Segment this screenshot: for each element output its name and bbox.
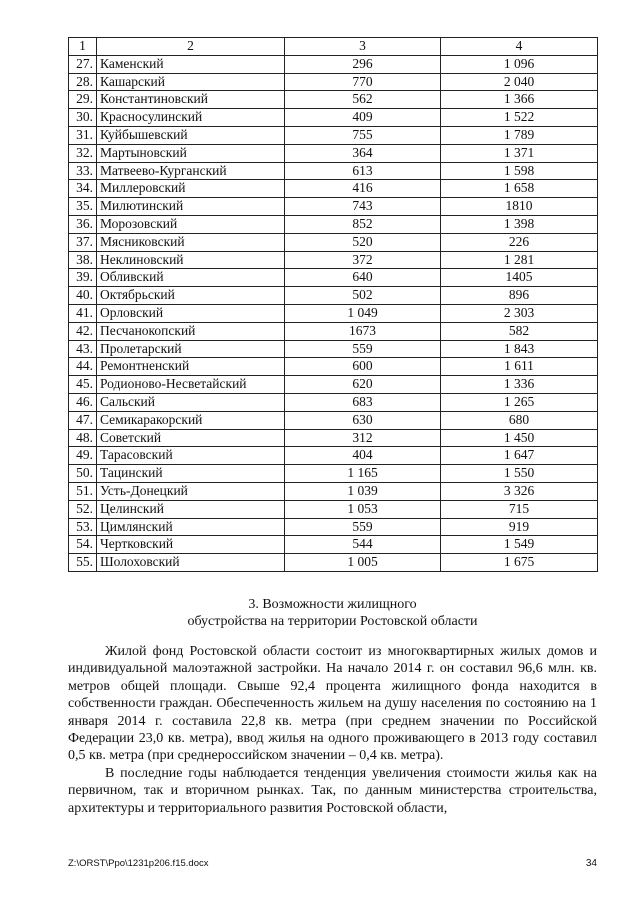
value-col3-cell: 770 — [285, 73, 441, 91]
row-number-cell: 37. — [69, 233, 97, 251]
row-number-cell: 53. — [69, 518, 97, 536]
row-number-cell: 39. — [69, 269, 97, 287]
row-number-cell: 41. — [69, 304, 97, 322]
value-col3-cell: 312 — [285, 429, 441, 447]
value-col3-cell: 409 — [285, 109, 441, 127]
district-name-cell: Целинский — [97, 500, 285, 518]
district-name-cell: Семикаракорский — [97, 411, 285, 429]
table-row — [69, 304, 598, 322]
row-number-cell: 36. — [69, 215, 97, 233]
value-col3-cell: 372 — [285, 251, 441, 269]
district-name-cell: Ремонтненский — [97, 358, 285, 376]
table-row — [69, 340, 598, 358]
table-row — [69, 447, 598, 465]
table-row — [69, 518, 598, 536]
table-row — [69, 322, 598, 340]
table-body — [69, 38, 598, 572]
value-col3-cell: 416 — [285, 180, 441, 198]
district-name-cell: Миллеровский — [97, 180, 285, 198]
header-cell-2: 2 — [97, 38, 285, 56]
row-number-cell: 28. — [69, 73, 97, 91]
value-col4-cell: 1 366 — [441, 91, 598, 109]
district-name-cell: Тацинский — [97, 465, 285, 483]
header-cell-4: 4 — [441, 38, 598, 56]
row-number-cell: 32. — [69, 144, 97, 162]
value-col4-cell: 1 598 — [441, 162, 598, 180]
section-title-line-1: 3. Возможности жилищного — [248, 597, 417, 612]
district-name-cell: Мартыновский — [97, 144, 285, 162]
table-row — [69, 554, 598, 572]
value-col3-cell: 1 049 — [285, 304, 441, 322]
table-row — [69, 198, 598, 216]
district-name-cell: Чертковский — [97, 536, 285, 554]
value-col4-cell: 1 843 — [441, 340, 598, 358]
value-col4-cell: 1 522 — [441, 109, 598, 127]
value-col4-cell: 680 — [441, 411, 598, 429]
value-col3-cell: 559 — [285, 518, 441, 536]
value-col4-cell: 1 450 — [441, 429, 598, 447]
paragraph: Жилой фонд Ростовской области состоит из многоквартирных жилых домов и индивидуальной малоэтажной застройки. На начало 2014 г. он составил 96,6 млн. кв. метров общей площади. Свыше 92,4 процента жилищного фонда находится в собственности граждан. Обеспеченность жильем на душу населения по состоянию на 1 января 2014 г. составила 22,8 кв. метра (при среднем значении по Российской Федерации 23,0 кв. метра), ввод жилья на одного проживающего в 2013 году составил 0,5 кв. метра (при среднероссийском значении – 0,4 кв. метра). — [68, 644, 597, 764]
district-name-cell: Сальский — [97, 393, 285, 411]
district-name-cell: Милютинский — [97, 198, 285, 216]
table-row — [69, 162, 598, 180]
table-row — [69, 287, 598, 305]
value-col3-cell: 683 — [285, 393, 441, 411]
value-col4-cell: 3 326 — [441, 482, 598, 500]
header-cell-3: 3 — [285, 38, 441, 56]
table-row — [69, 91, 598, 109]
district-name-cell: Цимлянский — [97, 518, 285, 536]
district-name-cell: Шолоховский — [97, 554, 285, 572]
row-number-cell: 33. — [69, 162, 97, 180]
value-col3-cell: 852 — [285, 215, 441, 233]
row-number-cell: 38. — [69, 251, 97, 269]
value-col4-cell: 896 — [441, 287, 598, 305]
value-col3-cell: 1 165 — [285, 465, 441, 483]
value-col3-cell: 640 — [285, 269, 441, 287]
table-row — [69, 126, 598, 144]
header-cell-1: 1 — [69, 38, 97, 56]
table-row — [69, 500, 598, 518]
table-row — [69, 109, 598, 127]
value-col3-cell: 502 — [285, 287, 441, 305]
row-number-cell: 54. — [69, 536, 97, 554]
value-col4-cell: 2 303 — [441, 304, 598, 322]
value-col4-cell: 226 — [441, 233, 598, 251]
body-text — [68, 643, 597, 817]
value-col4-cell: 1810 — [441, 198, 598, 216]
value-col4-cell: 2 040 — [441, 73, 598, 91]
table-row — [69, 55, 598, 73]
district-name-cell: Тарасовский — [97, 447, 285, 465]
table-row — [69, 465, 598, 483]
district-name-cell: Морозовский — [97, 215, 285, 233]
row-number-cell: 45. — [69, 376, 97, 394]
section-title-line-2: обустройства на территории Ростовской области — [187, 614, 478, 629]
value-col3-cell: 404 — [285, 447, 441, 465]
value-col4-cell: 1 647 — [441, 447, 598, 465]
district-name-cell: Обливский — [97, 269, 285, 287]
row-number-cell: 42. — [69, 322, 97, 340]
value-col4-cell: 1 549 — [441, 536, 598, 554]
value-col4-cell: 1 658 — [441, 180, 598, 198]
row-number-cell: 31. — [69, 126, 97, 144]
district-name-cell: Матвеево-Курганский — [97, 162, 285, 180]
table-row — [69, 251, 598, 269]
table-row — [69, 233, 598, 251]
table-row — [69, 536, 598, 554]
row-number-cell: 43. — [69, 340, 97, 358]
district-name-cell: Советский — [97, 429, 285, 447]
table-row — [69, 358, 598, 376]
value-col4-cell: 1 611 — [441, 358, 598, 376]
row-number-cell: 52. — [69, 500, 97, 518]
table-row — [69, 482, 598, 500]
district-name-cell: Неклиновский — [97, 251, 285, 269]
value-col3-cell: 1673 — [285, 322, 441, 340]
value-col4-cell: 715 — [441, 500, 598, 518]
table-row — [69, 73, 598, 91]
district-name-cell: Усть-Донецкий — [97, 482, 285, 500]
row-number-cell: 55. — [69, 554, 97, 572]
value-col3-cell: 600 — [285, 358, 441, 376]
value-col3-cell: 755 — [285, 126, 441, 144]
row-number-cell: 46. — [69, 393, 97, 411]
value-col4-cell: 1 675 — [441, 554, 598, 572]
table-row — [69, 393, 598, 411]
district-name-cell: Кашарский — [97, 73, 285, 91]
row-number-cell: 48. — [69, 429, 97, 447]
table-row — [69, 215, 598, 233]
value-col3-cell: 296 — [285, 55, 441, 73]
value-col3-cell: 613 — [285, 162, 441, 180]
row-number-cell: 50. — [69, 465, 97, 483]
paragraph: В последние годы наблюдается тенденция увеличения стоимости жилья как на первичном, так и вторичном рынках. Так, по данным министерства строительства, архитектуры и территориального развития Ростовской области, — [68, 765, 597, 816]
value-col3-cell: 544 — [285, 536, 441, 554]
row-number-cell: 40. — [69, 287, 97, 305]
district-name-cell: Куйбышевский — [97, 126, 285, 144]
value-col3-cell: 630 — [285, 411, 441, 429]
row-number-cell: 49. — [69, 447, 97, 465]
table-header-row — [69, 38, 598, 56]
value-col3-cell: 562 — [285, 91, 441, 109]
district-name-cell: Песчанокопский — [97, 322, 285, 340]
row-number-cell: 30. — [69, 109, 97, 127]
value-col3-cell: 743 — [285, 198, 441, 216]
value-col3-cell: 620 — [285, 376, 441, 394]
district-name-cell: Мясниковский — [97, 233, 285, 251]
district-name-cell: Пролетарский — [97, 340, 285, 358]
table-row — [69, 429, 598, 447]
value-col4-cell: 1 336 — [441, 376, 598, 394]
districts-table — [68, 37, 598, 572]
row-number-cell: 27. — [69, 55, 97, 73]
footer-file-path: Z:\ORST\Ppo\1231p206.f15.docx — [68, 858, 209, 869]
district-name-cell: Каменский — [97, 55, 285, 73]
value-col3-cell: 1 053 — [285, 500, 441, 518]
table-row — [69, 144, 598, 162]
row-number-cell: 35. — [69, 198, 97, 216]
value-col3-cell: 364 — [285, 144, 441, 162]
value-col4-cell: 1 789 — [441, 126, 598, 144]
table-row — [69, 376, 598, 394]
row-number-cell: 44. — [69, 358, 97, 376]
district-name-cell: Константиновский — [97, 91, 285, 109]
table-row — [69, 180, 598, 198]
table-row — [69, 411, 598, 429]
table-row — [69, 269, 598, 287]
value-col3-cell: 520 — [285, 233, 441, 251]
district-name-cell: Родионово-Несветайский — [97, 376, 285, 394]
value-col4-cell: 1 096 — [441, 55, 598, 73]
row-number-cell: 47. — [69, 411, 97, 429]
value-col4-cell: 582 — [441, 322, 598, 340]
value-col4-cell: 1 281 — [441, 251, 598, 269]
row-number-cell: 51. — [69, 482, 97, 500]
section-title — [68, 596, 597, 630]
value-col4-cell: 1 398 — [441, 215, 598, 233]
district-name-cell: Октябрьский — [97, 287, 285, 305]
value-col4-cell: 919 — [441, 518, 598, 536]
district-name-cell: Орловский — [97, 304, 285, 322]
district-name-cell: Красносулинский — [97, 109, 285, 127]
value-col4-cell: 1 550 — [441, 465, 598, 483]
value-col4-cell: 1405 — [441, 269, 598, 287]
value-col3-cell: 1 039 — [285, 482, 441, 500]
row-number-cell: 34. — [69, 180, 97, 198]
value-col4-cell: 1 371 — [441, 144, 598, 162]
row-number-cell: 29. — [69, 91, 97, 109]
value-col3-cell: 559 — [285, 340, 441, 358]
value-col3-cell: 1 005 — [285, 554, 441, 572]
page-number: 34 — [585, 858, 597, 869]
value-col4-cell: 1 265 — [441, 393, 598, 411]
